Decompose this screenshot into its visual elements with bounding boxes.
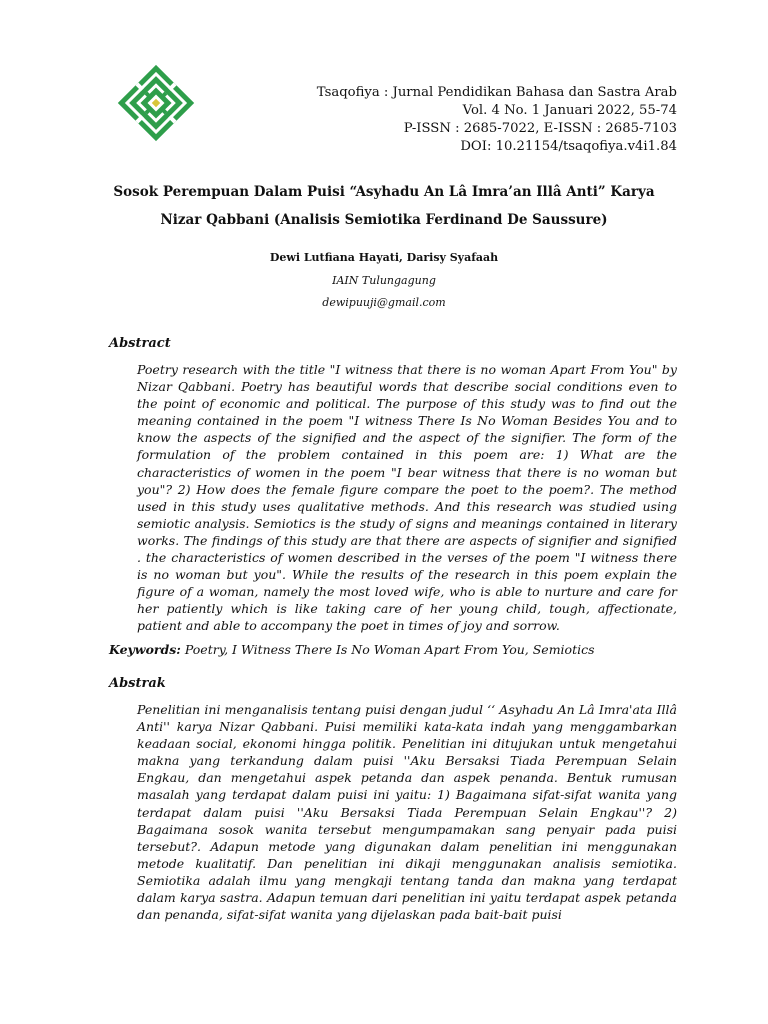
- article-title: Sosok Perempuan Dalam Puisi “Asyhadu An Lâ Imra’an Illâ Anti” Karya Nizar Qabbani (Analisis Semiotika Ferdinand De Saussure): [113, 184, 655, 228]
- abstract-heading: Abstract: [109, 336, 171, 351]
- abstrak-heading: Abstrak: [109, 676, 166, 691]
- article-affiliation: IAIN Tulungagung: [332, 274, 436, 287]
- abstrak-text: Penelitian ini menganalisis tentang puisi dengan judul ‘‘ Asyhadu An Lâ Imra'ata Illâ Anti'' karya Nizar Qabbani. Puisi memiliki kata-kata indah yang menggambarkan keadaan social, ekonomi hingga politik. Penelitian ini ditujukan untuk mengetahui makna yang terkandung dalam puisi ''Aku Bersaksi Tiada Perempuan Selain Engkau, dan mengetahui aspek petanda dan aspek penanda. Bentuk rumusan masalah yang terdapat dalam puisi ini yaitu: 1) Bagaimana sifat-sifat wanita yang terdapat dalam puisi ''Aku Bersaksi Tiada Perempuan Selain Engkau''? 2) Bagaimana sosok wanita tersebut mengumpamakan sang penyair pada puisi tersebut?. Adapun metode yang digunakan dalam penelitian ini menggunakan metode kualitatif. Dan penelitian ini dikaji menggunakan analisis semiotika. Semiotika adalah ilmu yang mengkaji tentang tanda dan makna yang terdapat dalam karya sastra. Adapun temuan dari penelitian ini yaitu terdapat aspek petanda dan penanda, sifat-sifat wanita yang dijelaskan pada bait-bait puisi: [137, 702, 677, 923]
- journal-logo-icon: [117, 64, 195, 142]
- keywords-line: [109, 642, 709, 657]
- article-authors: Dewi Lutfiana Hayati, Darisy Syafaah: [269, 251, 499, 264]
- article-email: dewipuuji@gmail.com: [322, 296, 446, 309]
- journal-info: [257, 84, 677, 156]
- journal-doi: DOI: 10.21154/tsaqofiya.v4i1.84: [460, 139, 677, 154]
- abstract-text: Poetry research with the title "I witness that there is no woman Apart From You" by Nizar Qabbani. Poetry has beautiful words that describe social conditions even to the point of economic and political. The purpose of this study was to find out the meaning contained in the poem "I witness There Is No Woman Besides You and to know the aspects of the signified and the aspect of the signifier. The form of the formulation of the problem contained in this poem are: 1) What are the characteristics of women in the poem "I bear witness that there is no woman but you"? 2) How does the female figure compare the poet to the poem?. The method used in this study uses qualitative methods. And this research was studied using semiotic analysis. Semiotics is the study of signs and meanings contained in literary works. The findings of this study are that there are aspects of signifier and signified . the characteristics of women described in the verses of the poem "I witness there is no woman but you". While the results of the research in this poem explain the figure of a woman, namely the most loved wife, who is able to nurture and care for her patiently which is like taking care of her young child, tough, affectionate, patient and able to accompany the poet in times of joy and sorrow.: [137, 362, 677, 634]
- keywords-text: Poetry, I Witness There Is No Woman Apart From You, Semiotics: [180, 642, 595, 657]
- keywords-label: Keywords:: [109, 642, 181, 657]
- journal-logo: [117, 64, 195, 142]
- journal-name: Tsaqofiya : Jurnal Pendidikan Bahasa dan Sastra Arab: [316, 85, 677, 100]
- journal-volume: Vol. 4 No. 1 Januari 2022, 55-74: [462, 103, 677, 118]
- journal-issn: P-ISSN : 2685-7022, E-ISSN : 2685-7103: [403, 121, 677, 136]
